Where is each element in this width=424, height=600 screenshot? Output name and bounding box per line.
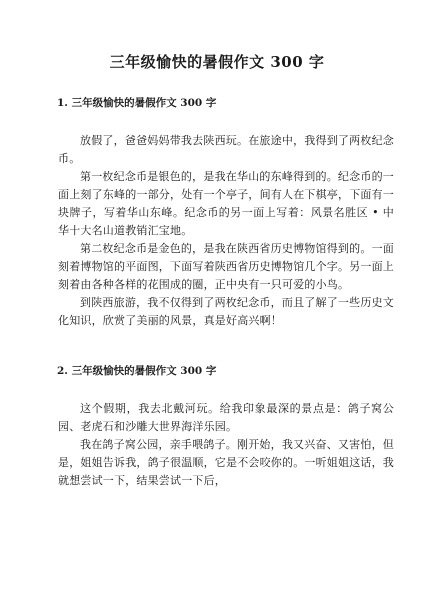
- paragraph: 我在鸽子窝公园，亲手喂鸽子。刚开始，我又兴奋、又害怕，但是，姐姐告诉我，鸽子很温顺，它是不会咬你的。一听姐姐这话，我就想尝试一下，结果尝试一下后，: [58, 438, 394, 487]
- paragraph: 到陕西旅游，我不仅得到了两枚纪念币，而且了解了一些历史文化知识，欣赏了美丽的风景，真是好高兴啊！: [58, 296, 394, 327]
- section-heading-2: 2. 三年级愉快的暑假作文 300 字: [57, 365, 217, 377]
- essay-section-1: [58, 96, 394, 330]
- paragraph: 放假了，爸爸妈妈带我去陕西玩。在旅途中，我得到了两枚纪念币。: [58, 134, 394, 165]
- paragraph: 第二枚纪念币是金色的，是我在陕西省历史博物馆得到的。一面刻着博物馆的平面图，下面写着陕西省历史博物馆几个字。另一面上刻着由各种各样的花围成的圈，正中央有一只可爱的小鸟。: [58, 242, 394, 291]
- document-title: 三年级愉快的暑假作文 300 字: [109, 53, 325, 71]
- essay-section-2: [58, 364, 394, 490]
- section-heading-1: 1. 三年级愉快的暑假作文 300 字: [57, 97, 217, 109]
- paragraph: 第一枚纪念币是银色的，是我在华山的东峰得到的。纪念币的一面上刻了东峰的一部分，处有一个亭子，间有人在下棋亭，下面有一块牌子，写着华山东峰。纪念币的另一面上写着：风景名胜区 • 中华十大名山道教销汇宝地。: [58, 170, 394, 237]
- paragraph: 这个假期，我去北戴河玩。给我印象最深的景点是：鸽子窝公园、老虎石和沙雕大世界海洋乐园。: [58, 402, 394, 433]
